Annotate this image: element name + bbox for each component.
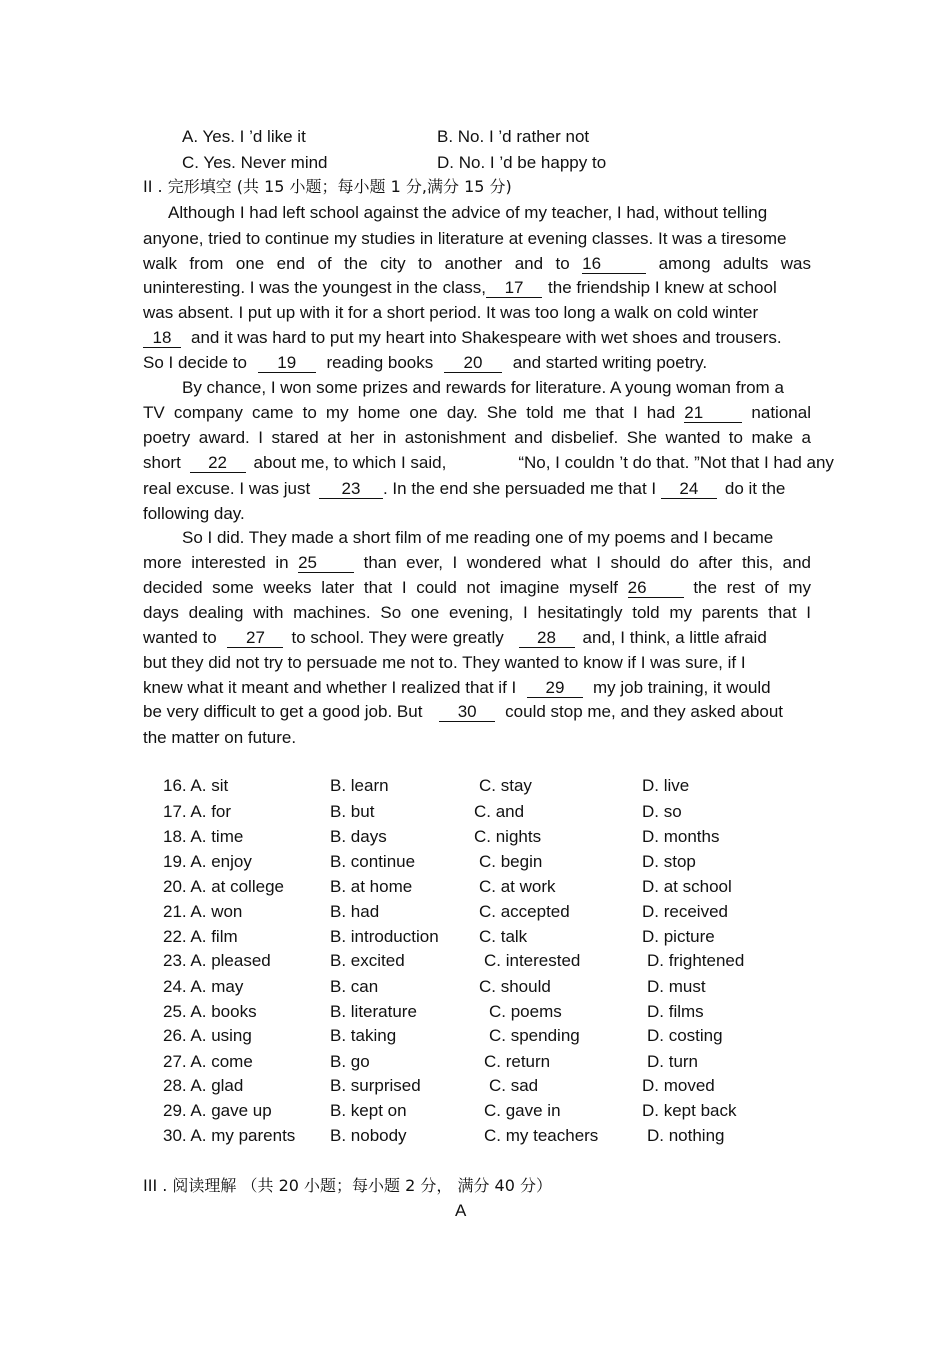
passage-line: days dealing with machines. So one evening, I hesitatingly told my parents that I — [143, 603, 811, 622]
q16-option-c: C. stay — [479, 776, 532, 795]
q17-option-d: D. so — [642, 802, 682, 821]
q22-option-d: D. picture — [642, 927, 715, 946]
q16-option-d: D. live — [642, 776, 690, 795]
section3-part-label: A — [455, 1201, 467, 1220]
q23-option-d: D. frightened — [647, 951, 745, 970]
q30-option-a: 30. A. my parents — [163, 1126, 296, 1145]
q21-option-a: 21. A. won — [163, 902, 243, 921]
blank-22: 22 — [190, 454, 246, 473]
q20-option-d: D. at school — [642, 877, 732, 896]
q29-option-d: D. kept back — [642, 1101, 737, 1120]
passage-line: following day. — [143, 504, 245, 523]
passage-line: By chance, I won some prizes and rewards for literature. A young woman from a — [182, 378, 784, 397]
passage-line: TV company came to my home one day. She told me that I had 21 national — [143, 403, 811, 422]
q18-option-c: C. nights — [474, 827, 542, 846]
prev-option-c: C. Yes. Never mind — [182, 153, 328, 172]
q28-option-c: C. sad — [489, 1076, 539, 1095]
passage-line: real excuse. I was just 23 . In the end she persuaded me that I 24 do it the — [143, 479, 786, 498]
q27-option-a: 27. A. come — [163, 1052, 253, 1071]
passage-line: anyone, tried to continue my studies in literature at evening classes. It was a tiresome — [143, 229, 787, 248]
q27-option-b: B. go — [330, 1052, 370, 1071]
blank-16: 16 — [582, 255, 646, 274]
q27-option-c: C. return — [484, 1052, 551, 1071]
q19-option-b: B. continue — [330, 852, 416, 871]
q26-option-b: B. taking — [330, 1026, 397, 1045]
q27-option-d: D. turn — [647, 1052, 699, 1071]
passage-line: but they did not try to persuade me not to. They wanted to know if I was sure, if I — [143, 653, 746, 672]
q28-option-b: B. surprised — [330, 1076, 421, 1095]
blank-24: 24 — [661, 480, 717, 499]
q23-option-a: 23. A. pleased — [163, 951, 271, 970]
section3-title: III . 阅读理解 （共 20 小题；每小题 2 分， 满分 40 分） — [143, 1176, 553, 1195]
q28-option-a: 28. A. glad — [163, 1076, 244, 1095]
passage-line: was absent. I put up with it for a short period. It was too long a walk on cold winter — [143, 303, 759, 322]
blank-17: 17 — [486, 279, 542, 298]
q20-option-a: 20. A. at college — [163, 877, 284, 896]
passage-line: short 22 about me, to which I said, “No, I couldn ’t do that. ”Not that I had any — [143, 453, 834, 472]
q24-option-d: D. must — [647, 977, 706, 996]
q18-option-a: 18. A. time — [163, 827, 244, 846]
q16-option-a: 16. A. sit — [163, 776, 229, 795]
passage-line: uninteresting. I was the youngest in the class, 17 the friendship I knew at school — [143, 278, 777, 297]
q30-option-b: B. nobody — [330, 1126, 407, 1145]
q19-option-a: 19. A. enjoy — [163, 852, 252, 871]
passage-line: So I decide to 19 reading books 20 and started writing poetry. — [143, 353, 708, 372]
passage-line: Although I had left school against the advice of my teacher, I had, without telling — [168, 203, 768, 222]
q22-option-a: 22. A. film — [163, 927, 238, 946]
q21-option-d: D. received — [642, 902, 728, 921]
blank-20: 20 — [444, 354, 502, 373]
passage-line: wanted to 27 to school. They were greatly 28 and, I think, a little afraid — [143, 628, 767, 647]
q23-option-c: C. interested — [484, 951, 581, 970]
q17-option-c: C. and — [474, 802, 525, 821]
passage-line: knew what it meant and whether I realized that if I 29 my job training, it would — [143, 678, 771, 697]
prev-option-b: B. No. I ’d rather not — [437, 127, 590, 146]
blank-29: 29 — [527, 679, 583, 698]
blank-19: 19 — [258, 354, 316, 373]
passage-line: 18 and it was hard to put my heart into Shakespeare with wet shoes and trousers. — [143, 327, 782, 349]
prev-option-d: D. No. I ’d be happy to — [437, 153, 607, 172]
passage-line: walk from one end of the city to another and to 16 among adults was — [143, 254, 811, 273]
blank-26: 26 — [628, 579, 684, 598]
blank-30: 30 — [439, 703, 495, 722]
q25-option-a: 25. A. books — [163, 1002, 257, 1021]
q26-option-c: C. spending — [489, 1026, 580, 1045]
q25-option-b: B. literature — [330, 1002, 417, 1021]
q26-option-d: D. costing — [647, 1026, 723, 1045]
section2-title: II . 完形填空 (共 15 小题；每小题 1 分,满分 15 分) — [143, 177, 512, 196]
q18-option-b: B. days — [330, 827, 387, 846]
passage-line: So I did. They made a short film of me reading one of my poems and I became — [182, 528, 774, 547]
q18-option-d: D. months — [642, 827, 720, 846]
passage-line: the matter on future. — [143, 728, 297, 747]
q22-option-b: B. introduction — [330, 927, 439, 946]
q19-option-d: D. stop — [642, 852, 696, 871]
q17-option-b: B. but — [330, 802, 375, 821]
q30-option-d: D. nothing — [647, 1126, 725, 1145]
q21-option-b: B. had — [330, 902, 380, 921]
q19-option-c: C. begin — [479, 852, 543, 871]
blank-27: 27 — [227, 629, 283, 648]
passage-line: poetry award. I stared at her in astonishment and disbelief. She wanted to make a — [143, 428, 811, 447]
q22-option-c: C. talk — [479, 927, 528, 946]
q23-option-b: B. excited — [330, 951, 405, 970]
blank-18: 18 — [143, 329, 181, 348]
q24-option-b: B. can — [330, 977, 379, 996]
blank-21: 21 — [684, 404, 742, 423]
q28-option-d: D. moved — [642, 1076, 715, 1095]
q24-option-a: 24. A. may — [163, 977, 244, 996]
q17-option-a: 17. A. for — [163, 802, 232, 821]
q20-option-b: B. at home — [330, 877, 413, 896]
q29-option-a: 29. A. gave up — [163, 1101, 272, 1120]
passage-line: decided some weeks later that I could not imagine myself 26 the rest of my — [143, 578, 812, 597]
q29-option-b: B. kept on — [330, 1101, 407, 1120]
q20-option-c: C. at work — [479, 877, 556, 896]
q16-option-b: B. learn — [330, 776, 389, 795]
q24-option-c: C. should — [479, 977, 551, 996]
q25-option-d: D. films — [647, 1002, 704, 1021]
blank-23: 23 — [319, 480, 383, 499]
passage-line: more interested in 25 than ever, I wondered what I should do after this, and — [143, 553, 811, 572]
q25-option-c: C. poems — [489, 1002, 562, 1021]
passage-line: be very difficult to get a good job. But 30 could stop me, and they asked about — [143, 702, 784, 721]
q21-option-c: C. accepted — [479, 902, 570, 921]
q29-option-c: C. gave in — [484, 1101, 561, 1120]
prev-option-a: A. Yes. I ’d like it — [182, 127, 306, 146]
blank-28: 28 — [519, 629, 575, 648]
blank-25: 25 — [298, 554, 354, 573]
q26-option-a: 26. A. using — [163, 1026, 252, 1045]
q30-option-c: C. my teachers — [484, 1126, 599, 1145]
